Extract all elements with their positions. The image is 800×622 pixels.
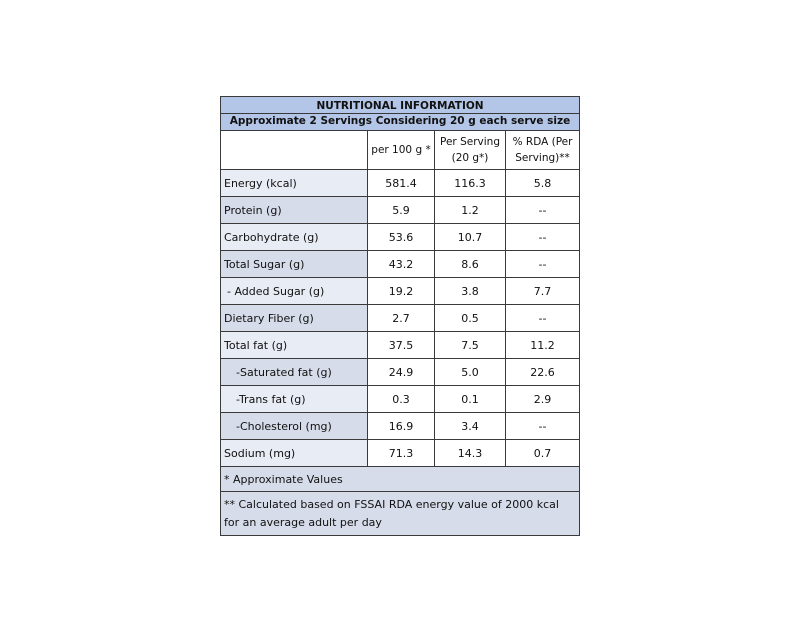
header-per-serving-line1: Per Serving <box>440 136 500 148</box>
value-rda: 22.6 <box>506 359 580 386</box>
header-rda-line1: % RDA (Per <box>512 136 573 148</box>
nutrient-name: -Trans fat (g) <box>221 386 368 413</box>
nutrient-name: Energy (kcal) <box>221 170 368 197</box>
value-per-100g: 0.3 <box>368 386 435 413</box>
nutrient-name: Carbohydrate (g) <box>221 224 368 251</box>
value-per-100g: 2.7 <box>368 305 435 332</box>
value-per-100g: 43.2 <box>368 251 435 278</box>
table-row <box>221 332 580 359</box>
nutrient-name: Dietary Fiber (g) <box>221 305 368 332</box>
value-rda: -- <box>506 413 580 440</box>
header-per-serving <box>435 131 506 170</box>
table-row <box>221 413 580 440</box>
nutrient-name: Protein (g) <box>221 197 368 224</box>
nutrition-panel <box>220 96 579 536</box>
value-per-100g: 581.4 <box>368 170 435 197</box>
value-rda: 0.7 <box>506 440 580 467</box>
value-per-serving: 3.4 <box>435 413 506 440</box>
header-per-100g: per 100 g * <box>368 131 435 170</box>
header-rda <box>506 131 580 170</box>
value-per-serving: 10.7 <box>435 224 506 251</box>
value-rda: 2.9 <box>506 386 580 413</box>
value-per-100g: 19.2 <box>368 278 435 305</box>
table-row <box>221 197 580 224</box>
value-per-serving: 0.5 <box>435 305 506 332</box>
nutrient-name: Total Sugar (g) <box>221 251 368 278</box>
table-row <box>221 251 580 278</box>
value-rda: 7.7 <box>506 278 580 305</box>
value-rda: -- <box>506 224 580 251</box>
nutrient-name: -Saturated fat (g) <box>221 359 368 386</box>
nutrient-name: -Cholesterol (mg) <box>221 413 368 440</box>
header-per-serving-line2: (20 g*) <box>451 152 489 164</box>
value-per-serving: 3.8 <box>435 278 506 305</box>
table-row <box>221 440 580 467</box>
value-per-100g: 16.9 <box>368 413 435 440</box>
value-per-serving: 0.1 <box>435 386 506 413</box>
value-per-100g: 71.3 <box>368 440 435 467</box>
value-per-100g: 24.9 <box>368 359 435 386</box>
value-per-serving: 5.0 <box>435 359 506 386</box>
header-rda-line2: Serving)** <box>515 152 570 164</box>
footnote-approximate: * Approximate Values <box>221 467 580 492</box>
value-rda: -- <box>506 197 580 224</box>
table-row <box>221 170 580 197</box>
value-per-100g: 53.6 <box>368 224 435 251</box>
value-rda: 5.8 <box>506 170 580 197</box>
value-rda: -- <box>506 251 580 278</box>
table-row <box>221 224 580 251</box>
table-subtitle: Approximate 2 Servings Considering 20 g each serve size <box>221 114 580 131</box>
value-per-serving: 14.3 <box>435 440 506 467</box>
value-per-serving: 7.5 <box>435 332 506 359</box>
nutrient-name: Sodium (mg) <box>221 440 368 467</box>
table-row <box>221 386 580 413</box>
value-per-serving: 1.2 <box>435 197 506 224</box>
value-rda: 11.2 <box>506 332 580 359</box>
table-row <box>221 359 580 386</box>
table-title: NUTRITIONAL INFORMATION <box>221 97 580 114</box>
value-per-serving: 116.3 <box>435 170 506 197</box>
header-blank-cell <box>221 131 368 170</box>
nutrition-table <box>220 96 580 536</box>
nutrient-name: Total fat (g) <box>221 332 368 359</box>
table-row <box>221 278 580 305</box>
table-row <box>221 305 580 332</box>
value-per-serving: 8.6 <box>435 251 506 278</box>
value-rda: -- <box>506 305 580 332</box>
nutrient-name: - Added Sugar (g) <box>221 278 368 305</box>
value-per-100g: 37.5 <box>368 332 435 359</box>
value-per-100g: 5.9 <box>368 197 435 224</box>
footnote-rda: ** Calculated based on FSSAI RDA energy value of 2000 kcal for an average adult per day <box>221 492 580 536</box>
